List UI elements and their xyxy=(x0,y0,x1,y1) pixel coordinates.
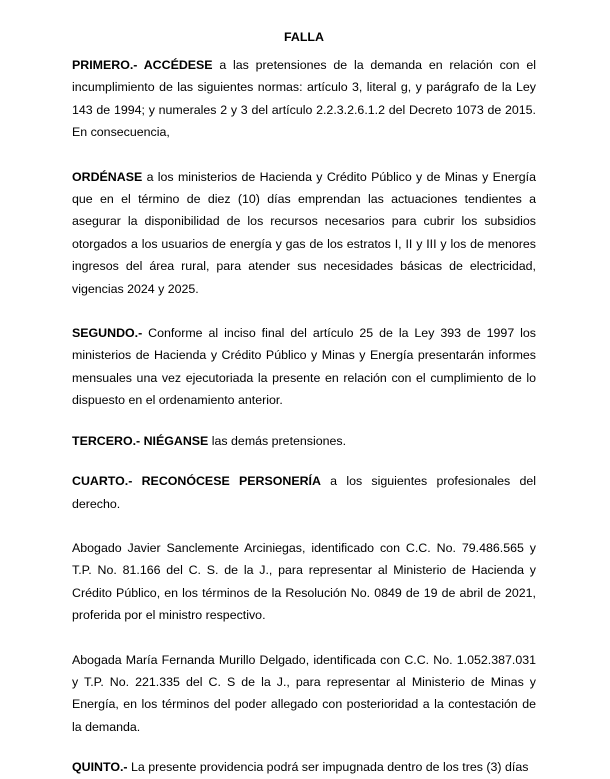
paragraph-segundo xyxy=(72,322,536,412)
paragraph-ordenase xyxy=(72,166,536,300)
document-page xyxy=(72,28,536,779)
paragraph-abogada-murillo xyxy=(72,649,536,739)
document-heading: FALLA xyxy=(284,30,324,44)
paragraph-abogada-murillo-text: Abogada María Fernanda Murillo Delgado, identificada con C.C. No. 1.052.387.031 y T.P. No. 221.335 del C. S de la J., para representar al Ministerio de Minas y Energía, en los términos del poder allegado con posterioridad a la contestación de la demanda. xyxy=(72,652,536,734)
paragraph-segundo-text: Conforme al inciso final del artículo 25 de la Ley 393 de 1997 los ministerios de Hacienda y Crédito Público y Minas y Energía presentarán informes mensuales una vez ejecutoriada la presente en relación con el cumplimiento de lo dispuesto en el ordenamiento anterior. xyxy=(72,326,536,408)
paragraph-quinto-text: La presente providencia podrá ser impugnada dentro de los tres (3) días xyxy=(127,760,529,775)
paragraph-ordenase-label: ORDÉNASE xyxy=(72,169,143,184)
paragraph-segundo-label: SEGUNDO.- xyxy=(72,326,143,341)
paragraph-primero-label: PRIMERO.- ACCÉDESE xyxy=(72,58,213,72)
paragraph-primero xyxy=(72,54,536,144)
paragraph-tercero-label: TERCERO.- NIÉGANSE xyxy=(72,433,209,448)
paragraph-quinto-label: QUINTO.- xyxy=(72,760,128,775)
paragraph-ordenase-text: a los ministerios de Hacienda y Crédito Público y de Minas y Energía que en el término de diez (10) días emprendan las actuaciones tendientes a asegurar la disponibilidad de los recursos necesarios para cubrir los subsidios otorgados a los usuarios de energía y gas de los estratos I, II y III y los de menores ingresos del área rural, para atender sus necesidades básicas de electricidad, vigencias 2024 y 2025. xyxy=(72,169,536,296)
paragraph-cuarto xyxy=(72,470,536,515)
paragraph-quinto xyxy=(72,756,536,778)
paragraph-primero-text: a las pretensiones de la demanda en relación con el incumplimiento de las siguientes normas: artículo 3, literal g, y parágrafo de la Ley 143 de 1994; y numerales 2 y 3 del artículo 2.2.3.2.6.1.2 del Decreto 1073 de 2015. En consecuencia, xyxy=(72,58,536,140)
paragraph-tercero xyxy=(72,430,536,452)
paragraph-cuarto-label: CUARTO.- RECONÓCESE PERSONERÍA xyxy=(72,474,321,489)
paragraph-tercero-text: las demás pretensiones. xyxy=(208,433,347,448)
paragraph-abogado-sanclemente-text: Abogado Javier Sanclemente Arciniegas, identificado con C.C. No. 79.486.565 y T.P. No. 81.166 del C. S. de la J., para representar al Ministerio de Hacienda y Crédito Público, en los términos de la Resolución No. 0849 de 19 de abril de 2021, proferida por el ministro respectivo. xyxy=(72,540,536,623)
paragraph-abogado-sanclemente xyxy=(72,537,536,627)
paragraph-cuarto-text: a los siguientes profesionales del derecho. xyxy=(72,474,536,511)
